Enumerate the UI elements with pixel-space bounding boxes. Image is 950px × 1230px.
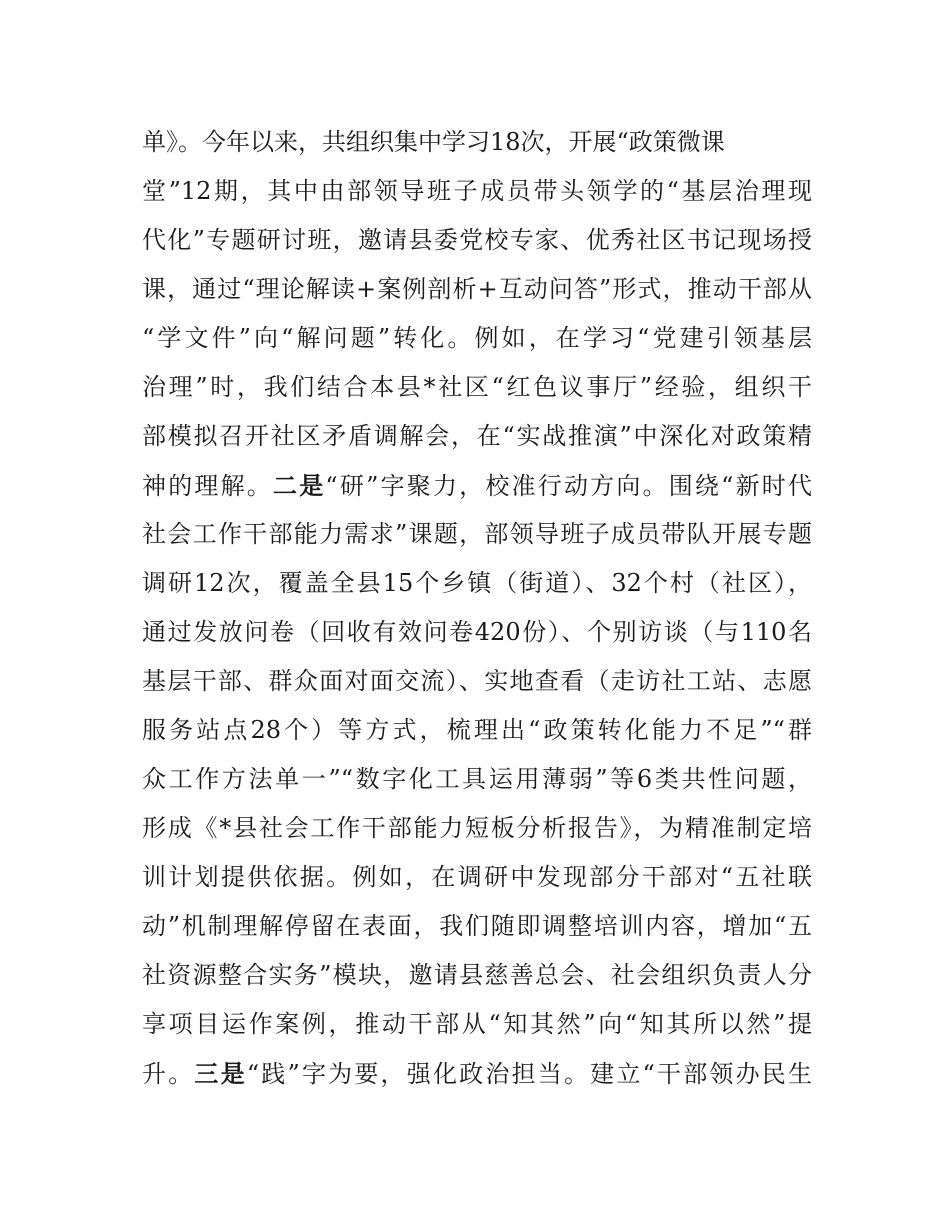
text-line: [142, 951, 812, 1000]
text-segment: 升。: [142, 1060, 195, 1088]
text-line: [142, 706, 812, 755]
text-segment: 部模拟召开社区矛盾调解会，在“实战推演”中深化对政策精: [142, 422, 812, 450]
text-segment: 训计划提供依据。例如，在调研中发现部分干部对“五社联: [142, 863, 812, 891]
text-segment: 众工作方法单一”“数字化工具运用薄弱”等6类共性问题，: [142, 765, 812, 793]
text-segment: 社资源整合实务”模块，邀请县慈善总会、社会组织负责人分: [142, 961, 812, 989]
text-segment: 治理”时，我们结合本县*社区“红色议事厅”经验，组织干: [142, 373, 812, 401]
text-line: [142, 412, 812, 461]
text-line: [142, 559, 812, 608]
text-line: [142, 118, 812, 167]
text-line: [142, 1000, 812, 1049]
text-segment: 堂”12期，其中由部领导班子成员带头领学的“基层治理现: [142, 177, 812, 205]
text-line: [142, 1049, 812, 1098]
text-segment: 形成《*县社会工作干部能力短板分析报告》，为精准制定培: [142, 814, 812, 842]
bold-phrase: 三是: [194, 1059, 247, 1088]
text-line: [142, 314, 812, 363]
text-line: [142, 657, 812, 706]
text-segment: “研”字聚力，校准行动方向。围绕“新时代: [325, 472, 812, 500]
text-segment: 服务站点28个）等方式，梳理出“政策转化能力不足”“群: [142, 716, 812, 744]
text-segment: 代化”专题研讨班，邀请县委党校专家、优秀社区书记现场授: [142, 226, 812, 254]
text-line: [142, 608, 812, 657]
text-line: [142, 510, 812, 559]
text-line: [142, 853, 812, 902]
bold-phrase: 二是: [273, 471, 326, 500]
text-line: [142, 461, 812, 510]
text-segment: 课，通过“理论解读+案例剖析+互动问答”形式，推动干部从: [142, 275, 812, 303]
text-segment: 调研12次，覆盖全县15个乡镇（街道）、32个村（社区），: [142, 569, 812, 597]
body-text: [142, 118, 812, 1098]
text-segment: 单》。今年以来，共组织集中学习18次，开展“政策微课: [142, 128, 725, 156]
text-segment: 社会工作干部能力需求”课题，部领导班子成员带队开展专题: [142, 520, 812, 548]
text-segment: 动”机制理解停留在表面，我们随即调整培训内容，增加“五: [142, 912, 812, 940]
text-segment: 享项目运作案例，推动干部从“知其然”向“知其所以然”提: [142, 1010, 812, 1038]
text-line: [142, 167, 812, 216]
text-segment: 基层干部、群众面对面交流）、实地查看（走访社工站、志愿: [142, 667, 812, 695]
text-line: [142, 363, 812, 412]
text-line: [142, 902, 812, 951]
text-segment: 神的理解。: [142, 472, 273, 500]
text-line: [142, 755, 812, 804]
text-line: [142, 216, 812, 265]
text-line: [142, 265, 812, 314]
text-segment: 通过发放问卷（回收有效问卷420份）、个别访谈（与110名: [142, 618, 812, 646]
text-line: [142, 804, 812, 853]
text-segment: “践”字为要，强化政治担当。建立“干部领办民生: [246, 1060, 812, 1088]
text-segment: “学文件”向“解问题”转化。例如，在学习“党建引领基层: [142, 324, 812, 352]
